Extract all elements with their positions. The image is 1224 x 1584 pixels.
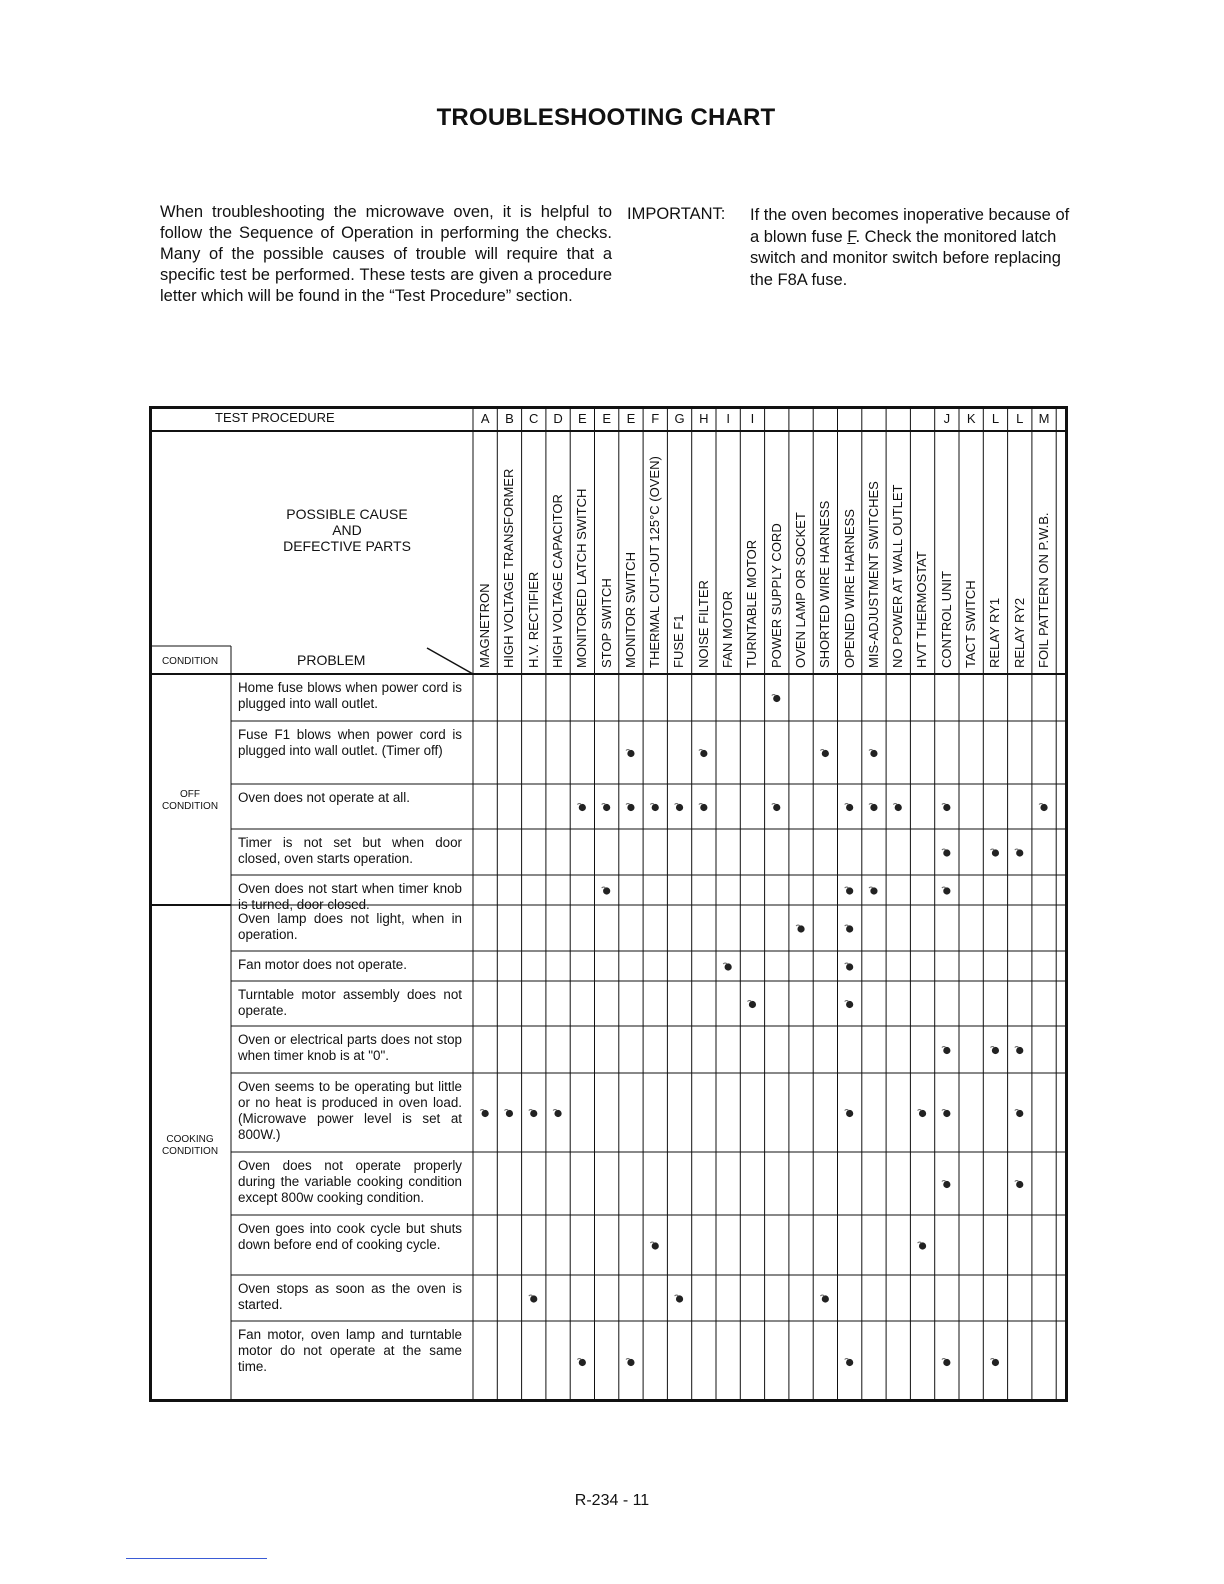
defective-part-label: FUSE F1 bbox=[671, 614, 687, 668]
procedure-letter: A bbox=[480, 411, 490, 426]
cause-mark bbox=[820, 750, 829, 758]
cause-mark bbox=[480, 1110, 489, 1118]
cause-mark bbox=[602, 887, 611, 895]
defective-part-label: CONTROL UNIT bbox=[938, 570, 954, 668]
condition-label-line: CONDITION bbox=[161, 801, 219, 812]
defective-part-label: TURNTABLE MOTOR bbox=[744, 539, 760, 668]
cause-mark bbox=[845, 963, 854, 971]
defective-part-label: POWER SUPPLY CORD bbox=[768, 523, 784, 668]
cause-mark bbox=[918, 1242, 927, 1250]
procedure-letter: I bbox=[750, 411, 755, 426]
defective-part-label: RELAY RY2 bbox=[1011, 597, 1027, 668]
problem-text: Turntable motor assembly does not operate. bbox=[238, 987, 462, 1018]
cause-mark bbox=[942, 1110, 951, 1118]
procedure-letter: G bbox=[674, 411, 685, 426]
cause-mark bbox=[990, 1359, 999, 1367]
cause-mark bbox=[990, 849, 999, 857]
cause-mark bbox=[869, 887, 878, 895]
defective-part-label: HIGH VOLTAGE TRANSFORMER bbox=[501, 468, 517, 668]
problem-text: Oven lamp does not light, when in operation. bbox=[238, 911, 462, 942]
defective-part-label: H.V. RECTIFIER bbox=[525, 571, 541, 668]
procedure-letter: L bbox=[991, 411, 1000, 426]
condition-header: CONDITION bbox=[161, 656, 219, 667]
defective-part-label: MIS-ADJUSTMENT SWITCHES bbox=[865, 481, 881, 668]
cause-mark bbox=[1015, 1047, 1024, 1055]
problem-text: Timer is not set but when door closed, oven starts operation. bbox=[238, 835, 462, 866]
cause-mark bbox=[1015, 1181, 1024, 1189]
cause-mark bbox=[918, 1110, 927, 1118]
important-text bbox=[750, 205, 1080, 291]
cause-mark bbox=[1015, 1110, 1024, 1118]
defective-part-label: HVT THERMOSTAT bbox=[914, 551, 930, 668]
cause-mark bbox=[675, 804, 684, 812]
cause-mark bbox=[723, 963, 732, 971]
cause-mark bbox=[942, 1359, 951, 1367]
defective-part-label: THERMAL CUT-OUT 125°C (OVEN) bbox=[647, 456, 663, 668]
cause-mark bbox=[626, 1359, 635, 1367]
corner-rule bbox=[126, 1558, 267, 1559]
procedure-letter: M bbox=[1038, 411, 1050, 426]
cause-mark bbox=[845, 1110, 854, 1118]
condition-label-line: COOKING bbox=[166, 1134, 214, 1145]
cause-mark bbox=[699, 750, 708, 758]
procedure-letter: H bbox=[699, 411, 709, 426]
page-number: R-234 - 11 bbox=[574, 1492, 650, 1509]
cause-mark bbox=[845, 1001, 854, 1009]
cause-mark bbox=[942, 887, 951, 895]
defective-part-label: HIGH VOLTAGE CAPACITOR bbox=[549, 494, 565, 668]
cause-mark bbox=[845, 1359, 854, 1367]
cause-mark bbox=[699, 804, 708, 812]
cause-mark bbox=[845, 887, 854, 895]
cause-mark bbox=[602, 804, 611, 812]
problem-text: Oven or electrical parts does not stop when timer knob is at "0". bbox=[238, 1032, 462, 1063]
important-text-before: If the oven becomes inoperative because of a blown fuse bbox=[750, 206, 1070, 246]
possible-cause-line-2: AND bbox=[332, 522, 362, 538]
cause-mark bbox=[772, 695, 781, 703]
cause-mark bbox=[577, 1359, 586, 1367]
defective-part-label: MONITOR SWITCH bbox=[622, 551, 638, 668]
cause-mark bbox=[650, 804, 659, 812]
defective-part-label: RELAY RY1 bbox=[987, 597, 1003, 668]
cause-mark bbox=[820, 1295, 829, 1303]
problem-text: Fuse F1 blows when power cord is plugged into wall outlet. (Timer off) bbox=[238, 727, 462, 758]
cause-mark bbox=[626, 750, 635, 758]
cause-mark bbox=[942, 849, 951, 857]
possible-cause-line-1: POSSIBLE CAUSE bbox=[286, 506, 408, 522]
cause-mark bbox=[893, 804, 902, 812]
condition-label-line: OFF bbox=[180, 789, 200, 800]
cause-mark bbox=[942, 1047, 951, 1055]
intro-paragraph: When troubleshooting the microwave oven, it is helpful to follow the Sequence of Operation in performing the checks. Many of the possible causes of trouble will require that a specific test be performed. These tests are given a procedure letter which will be found in the “Test Procedure” section. bbox=[160, 203, 612, 305]
cause-mark bbox=[577, 804, 586, 812]
cause-mark bbox=[990, 1047, 999, 1055]
cause-mark bbox=[845, 925, 854, 933]
problem-text: Home fuse blows when power cord is plugged into wall outlet. bbox=[238, 680, 462, 711]
cause-mark bbox=[529, 1295, 538, 1303]
defective-part-label: FAN MOTOR bbox=[720, 590, 735, 668]
problem-text: Oven stops as soon as the oven is started. bbox=[238, 1281, 462, 1312]
cause-mark bbox=[869, 750, 878, 758]
cause-mark bbox=[772, 804, 781, 812]
cause-mark bbox=[1015, 849, 1024, 857]
procedure-letter: E bbox=[578, 411, 587, 426]
procedure-letter: F bbox=[651, 411, 660, 426]
troubleshooting-chart bbox=[149, 406, 1068, 1402]
condition-label bbox=[151, 1134, 229, 1158]
procedure-letter: E bbox=[626, 411, 636, 426]
important-text-after: . Check the monitored latch switch and monitor switch before replacing the F8A fuse. bbox=[750, 227, 1061, 289]
cause-mark bbox=[650, 1242, 659, 1250]
procedure-letter: J bbox=[943, 411, 951, 426]
problem-text: Fan motor, oven lamp and turntable motor do not operate at the same time. bbox=[238, 1327, 462, 1374]
cause-mark bbox=[553, 1110, 562, 1118]
defective-part-label: OPENED WIRE HARNESS bbox=[841, 509, 857, 668]
defective-part-label: NOISE FILTER bbox=[695, 580, 711, 668]
procedure-letter: D bbox=[553, 411, 563, 426]
cause-mark bbox=[504, 1110, 513, 1118]
cause-mark bbox=[869, 804, 878, 812]
cause-mark bbox=[845, 804, 854, 812]
defective-part-label: NO POWER AT WALL OUTLET bbox=[890, 484, 906, 668]
procedure-letter: E bbox=[602, 411, 611, 426]
problem-text: Oven goes into cook cycle but shuts down before end of cooking cycle. bbox=[238, 1221, 462, 1252]
defective-part-label: STOP SWITCH bbox=[598, 578, 614, 668]
problem-text: Fan motor does not operate. bbox=[238, 957, 407, 972]
defective-part-label: SHORTED WIRE HARNESS bbox=[817, 500, 833, 668]
header-diagonal bbox=[427, 648, 473, 674]
possible-cause-label bbox=[267, 506, 427, 554]
problem-text: Oven does not start when timer knob is turned, door closed. bbox=[238, 881, 462, 912]
page-title: TROUBLESHOOTING CHART bbox=[436, 104, 776, 131]
cause-mark bbox=[1039, 804, 1048, 812]
cause-mark bbox=[529, 1110, 538, 1118]
cause-mark bbox=[626, 804, 635, 812]
procedure-letter: C bbox=[529, 411, 539, 426]
defective-part-label: TACT SWITCH bbox=[963, 580, 978, 668]
condition-label bbox=[151, 789, 229, 813]
cause-mark bbox=[675, 1295, 684, 1303]
cause-mark bbox=[796, 925, 805, 933]
procedure-letter: L bbox=[1016, 411, 1024, 426]
possible-cause-line-3: DEFECTIVE PARTS bbox=[283, 538, 411, 554]
problem-text: Oven does not operate at all. bbox=[238, 790, 410, 805]
condition-label-line: CONDITION bbox=[161, 1146, 219, 1157]
cause-mark bbox=[942, 1181, 951, 1189]
defective-part-label: MAGNETRON bbox=[477, 583, 492, 668]
procedure-letter: B bbox=[505, 411, 514, 426]
important-fuse-letter: F bbox=[847, 227, 856, 246]
cause-mark bbox=[747, 1001, 756, 1009]
procedure-letter: K bbox=[966, 411, 976, 426]
problem-text: Oven seems to be operating but little or no heat is produced in oven load. (Microwave power level is set at 800W.) bbox=[238, 1079, 462, 1142]
defective-part-label: FOIL PATTERN ON P.W.B. bbox=[1035, 512, 1051, 668]
test-procedure-label: TEST PROCEDURE bbox=[215, 410, 335, 425]
important-label: IMPORTANT: bbox=[627, 205, 726, 223]
defective-part-label: MONITORED LATCH SWITCH bbox=[574, 488, 590, 668]
problem-header: PROBLEM bbox=[297, 652, 366, 668]
defective-part-label: OVEN LAMP OR SOCKET bbox=[792, 512, 808, 668]
problem-text: Oven does not operate properly during the variable cooking condition except 800w cooking condition. bbox=[238, 1158, 462, 1205]
procedure-letter: I bbox=[726, 411, 730, 426]
cause-mark bbox=[942, 804, 951, 812]
